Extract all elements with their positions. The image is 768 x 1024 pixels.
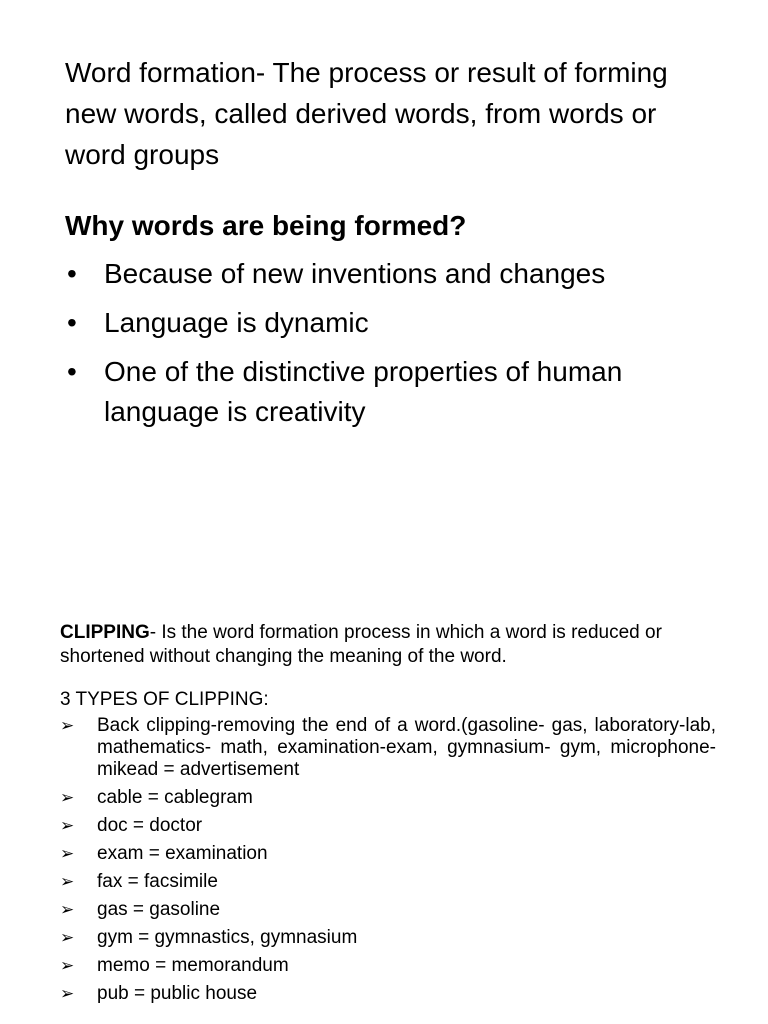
arrow-bullet-icon: ➢ — [60, 928, 75, 947]
types-heading: 3 TYPES OF CLIPPING: — [60, 689, 269, 710]
list-item — [65, 303, 715, 343]
list-item — [60, 715, 716, 781]
list-item — [60, 955, 716, 977]
list-item-text: memo = memorandum — [97, 955, 289, 976]
bullet-icon: • — [67, 307, 77, 338]
clipping-term: CLIPPING — [60, 622, 150, 643]
list-item-text: Language is dynamic — [104, 307, 369, 338]
list-item-text: fax = facsimile — [97, 871, 218, 892]
list-item — [60, 815, 716, 837]
bullet-icon: • — [67, 258, 77, 289]
arrow-bullet-icon: ➢ — [60, 788, 75, 807]
list-item-text: gym = gymnastics, gymnasium — [97, 927, 358, 948]
list-item — [60, 983, 716, 1005]
list-item-text: cable = cablegram — [97, 787, 253, 808]
list-item — [60, 899, 716, 921]
list-item — [65, 254, 715, 294]
clipping-section — [60, 621, 716, 1011]
clipping-definition-text: - Is the word formation process in which a word is reduced or shortened without changing the meaning of the word. — [60, 622, 662, 667]
list-item-text: gas = gasoline — [97, 899, 221, 920]
arrow-bullet-icon: ➢ — [60, 844, 75, 863]
list-item — [60, 843, 716, 865]
list-item — [65, 352, 715, 432]
list-item-text: Because of new inventions and changes — [104, 258, 606, 289]
list-item-text: One of the distinctive properties of human language is creativity — [104, 356, 623, 427]
list-item-text: Back clipping-removing the end of a word.(gasoline- gas, laboratory-lab, mathematics- math, examination-exam, gymnasium- gym, microphone-mikead = advertisement — [97, 715, 716, 780]
clipping-examples-list — [60, 715, 716, 1005]
reasons-list — [65, 254, 715, 432]
list-item-text: doc = doctor — [97, 815, 203, 836]
list-item — [60, 787, 716, 809]
bullet-icon: • — [67, 356, 77, 387]
arrow-bullet-icon: ➢ — [60, 984, 75, 1003]
list-item-text: pub = public house — [97, 983, 258, 1004]
arrow-bullet-icon: ➢ — [60, 956, 75, 975]
intro-section — [65, 52, 715, 441]
list-item — [60, 927, 716, 949]
arrow-bullet-icon: ➢ — [60, 900, 75, 919]
clipping-definition — [60, 621, 716, 669]
list-item-text: exam = examination — [97, 843, 268, 864]
arrow-bullet-icon: ➢ — [60, 872, 75, 891]
intro-text: Word formation- The process or result of forming new words, called derived words, from words or word groups — [65, 57, 668, 170]
why-heading: Why words are being formed? — [65, 210, 467, 241]
arrow-bullet-icon: ➢ — [60, 716, 75, 735]
list-item — [60, 871, 716, 893]
arrow-bullet-icon: ➢ — [60, 816, 75, 835]
